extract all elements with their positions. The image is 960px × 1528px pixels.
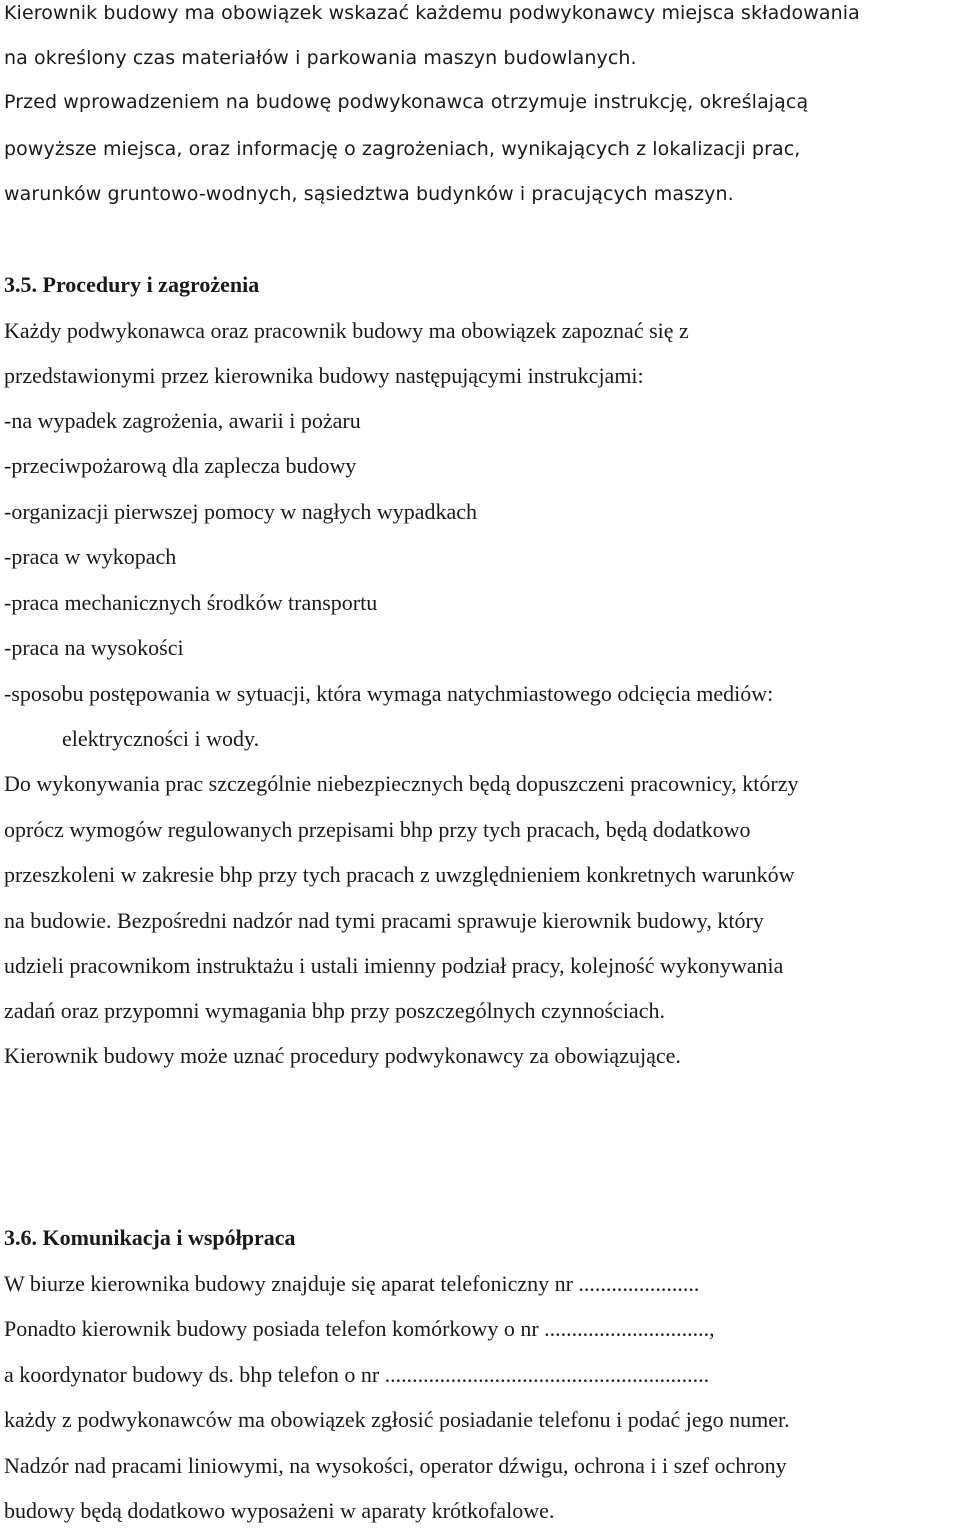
intro-line: powyższe miejsca, oraz informację o zagrożeniach, wynikających z lokalizacji prac, <box>4 138 801 160</box>
list-item: -praca w wykopach <box>4 544 177 569</box>
intro-line: Przed wprowadzeniem na budowę podwykonawca otrzymuje instrukcję, określającą <box>4 91 809 113</box>
list-item: -praca mechanicznych środków transportu <box>4 590 378 615</box>
list-item: -sposobu postępowania w sytuacji, która wymaga natychmiastowego odcięcia mediów: <box>4 681 774 706</box>
communication-line: każdy z podwykonawców ma obowiązek zgłosić posiadanie telefonu i podać jego numer. <box>4 1407 790 1432</box>
intro-line: Kierownik budowy ma obowiązek wskazać każdemu podwykonawcy miejsca składowania <box>4 2 860 24</box>
paragraph-line: oprócz wymogów regulowanych przepisami bhp przy tych pracach, będą dodatkowo <box>4 817 751 842</box>
communication-line: budowy będą dodatkowo wyposażeni w aparaty krótkofalowe. <box>4 1498 555 1523</box>
list-item: -na wypadek zagrożenia, awarii i pożaru <box>4 408 361 433</box>
section-intro-line: Każdy podwykonawca oraz pracownik budowy ma obowiązek zapoznać się z <box>4 318 689 343</box>
paragraph-line: Kierownik budowy może uznać procedury podwykonawcy za obowiązujące. <box>4 1043 681 1068</box>
communication-line: a koordynator budowy ds. bhp telefon o nr ........................................................... <box>4 1362 710 1387</box>
list-item-continuation: elektryczności i wody. <box>62 726 260 751</box>
list-item: -organizacji pierwszej pomocy w nagłych wypadkach <box>4 499 478 524</box>
paragraph-line: na budowie. Bezpośredni nadzór nad tymi pracami sprawuje kierownik budowy, który <box>4 908 764 933</box>
communication-line: Nadzór nad pracami liniowymi, na wysokości, operator dźwigu, ochrona i i szef ochrony <box>4 1453 787 1478</box>
paragraph-line: przeszkoleni w zakresie bhp przy tych pracach z uwzględnieniem konkretnych warunków <box>4 862 795 887</box>
list-item: -przeciwpożarową dla zaplecza budowy <box>4 453 357 478</box>
section-heading: 3.6. Komunikacja i współpraca <box>4 1225 296 1250</box>
section-intro-line: przedstawionymi przez kierownika budowy następującymi instrukcjami: <box>4 363 644 388</box>
intro-line: warunków gruntowo-wodnych, sąsiedztwa budynków i pracujących maszyn. <box>4 183 734 205</box>
list-item: -praca na wysokości <box>4 635 184 660</box>
paragraph-line: Do wykonywania prac szczególnie niebezpiecznych będą dopuszczeni pracownicy, którzy <box>4 771 799 796</box>
communication-line: W biurze kierownika budowy znajduje się aparat telefoniczny nr ...................... <box>4 1271 700 1296</box>
intro-line: na określony czas materiałów i parkowania maszyn budowlanych. <box>4 47 637 69</box>
section-heading: 3.5. Procedury i zagrożenia <box>4 272 260 297</box>
communication-line: Ponadto kierownik budowy posiada telefon komórkowy o nr .............................., <box>4 1316 715 1341</box>
paragraph-line: zadań oraz przypomni wymagania bhp przy poszczególnych czynnościach. <box>4 998 665 1023</box>
paragraph-line: udzieli pracownikom instruktażu i ustali imienny podział pracy, kolejność wykonywania <box>4 953 784 978</box>
